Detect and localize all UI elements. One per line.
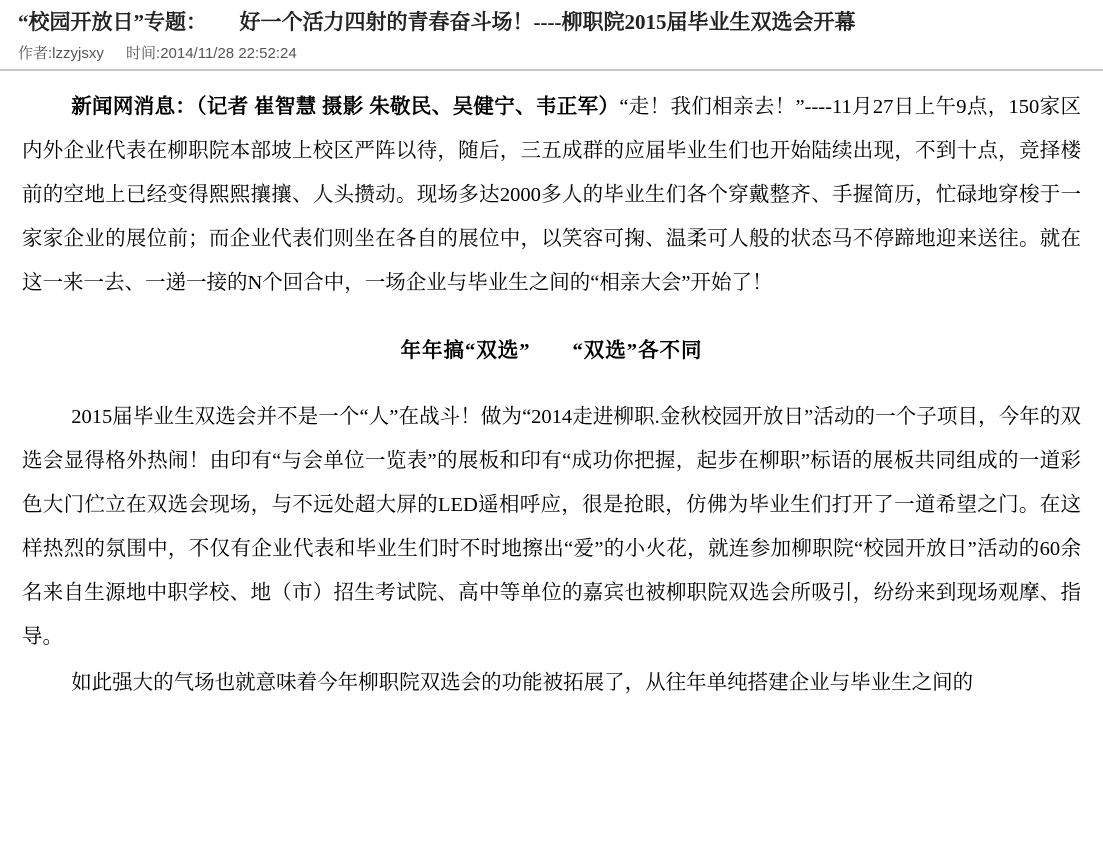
paragraph-2: 2015届毕业生双选会并不是一个“人”在战斗！做为“2014走进柳职.金秋校园开放日”活动的一个子项目，今年的双选会显得格外热闹！由印有“与会单位一览表”的展板和印有“成功你把握，起步在柳职”标语的展板共同组成的一道彩色大门伫立在双选会现场，与不远处超大屏的LED遥相呼应，很是抢眼，仿佛为毕业生们打开了一道希望之门。在这样热烈的氛围中，不仅有企业代表和毕业生们时不时地擦出“爱”的小火花，就连参加柳职院“校园开放日”活动的60余名来自生源地中职学校、地（市）招生考试院、高中等单位的嘉宾也被柳职院双选会所吸引，纷纷来到现场观摩、指导。 xyxy=(22,406,1081,648)
article-meta xyxy=(0,42,1103,69)
time-meta xyxy=(126,45,297,62)
page-title-main: 好一个活力四射的青春奋斗场！----柳职院2015届毕业生双选会开幕 xyxy=(239,10,856,34)
author-meta xyxy=(18,45,104,62)
article-body xyxy=(0,71,1103,717)
author-value: lzzyjsxy xyxy=(52,45,104,62)
time-label: 时间: xyxy=(126,45,161,62)
paragraph-3: 如此强大的气场也就意味着今年柳职院双选会的功能被拓展了，从往年单纯搭建企业与毕业生之间的 xyxy=(71,672,974,694)
paragraph-1-lead: 新闻网消息：（记者 崔智慧 摄影 朱敬民、吴健宁、韦正军） xyxy=(71,96,620,118)
page-title xyxy=(0,0,1103,42)
section-subheading xyxy=(22,329,1081,373)
time-value: 2014/11/28 22:52:24 xyxy=(160,45,297,62)
subheading-left: 年年搞“双选” xyxy=(400,340,531,362)
subheading-right: “双选”各不同 xyxy=(572,340,703,362)
author-label: 作者: xyxy=(18,45,53,62)
paragraph-1-body: “走！我们相亲去！”----11月27日上午9点，150家区内外企业代表在柳职院本部坡上校区严阵以待，随后，三五成群的应届毕业生们也开始陆续出现，不到十点，竞择楼前的空地上已经变得熙熙攘攘、人头攒动。现场多达2000多人的毕业生们各个穿戴整齐、手握简历，忙碌地穿梭于一家家企业的展位前；而企业代表们则坐在各自的展位中，以笑容可掬、温柔可人般的状态马不停蹄地迎来送往。就在这一来一去、一递一接的N个回合中，一场企业与毕业生之间的“相亲大会”开始了！ xyxy=(22,96,1081,294)
paragraph-1 xyxy=(22,85,1081,305)
page-title-prefix: “校园开放日”专题： xyxy=(18,10,207,34)
